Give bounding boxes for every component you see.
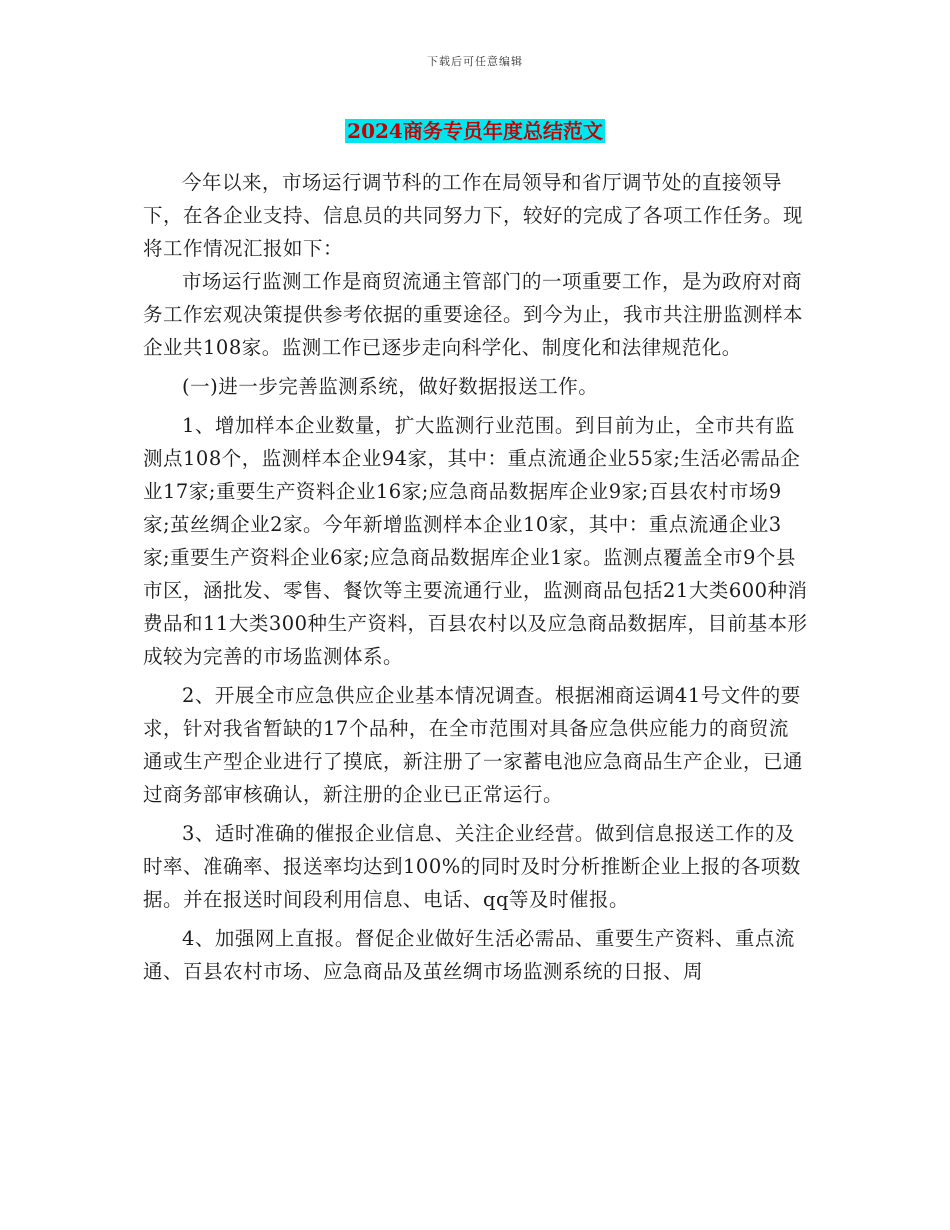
- paragraph-overview: 市场运行监测工作是商贸流通主管部门的一项重要工作，是为政府对商务工作宏观决策提供参考依据的重要途径。到今为止，我市共注册监测样本企业共108家。监测工作已逐步走向科学化、制度化和法律规范化。: [143, 270, 804, 359]
- paragraph-item-3: 3、适时准确的催报企业信息、关注企业经营。做到信息报送工作的及时率、准确率、报送率均达到100%的同时及时分析推断企业上报的各项数据。并在报送时间段利用信息、电话、qq等及时催报。: [143, 822, 801, 911]
- paragraph-section-heading: (一)进一步完善监测系统，做好数据报送工作。: [182, 375, 599, 398]
- document-body: [143, 166, 808, 988]
- page-header: 下载后可任意编辑: [427, 55, 523, 68]
- paragraph-intro: 今年以来，市场运行调节科的工作在局领导和省厅调节处的直接领导下，在各企业支持、信息员的共同努力下，较好的完成了各项工作任务。现将工作情况汇报如下：: [143, 171, 804, 260]
- document-title: [0, 114, 950, 148]
- paragraph-item-1: 1、增加样本企业数量，扩大监测行业范围。到目前为止，全市共有监测点108个，监测样本企业94家，其中：重点流通企业55家;生活必需品企业17家;重要生产资料企业16家;应急商品数据库企业9家;百县农村市场9家;茧丝绸企业2家。今年新增监测样本企业10家，其中：重点流通企业3家;重要生产资料企业6家;应急商品数据库企业1家。监测点覆盖全市9个县市区，涵批发、零售、餐饮等主要流通行业，监测商品包括21大类600种消费品和11大类300种生产资料，百县农村以及应急商品数据库，目前基本形成较为完善的市场监测体系。: [143, 414, 808, 668]
- document-title-text: 2024商务专员年度总结范文: [347, 119, 603, 143]
- paragraph-item-2: 2、开展全市应急供应企业基本情况调查。根据湘商运调41号文件的要求，针对我省暂缺的17个品种，在全市范围对具备应急供应能力的商贸流通或生产型企业进行了摸底，新注册了一家蓄电池应急商品生产企业，已通过商务部审核确认，新注册的企业已正常运行。: [143, 684, 804, 806]
- paragraph-item-4: 4、加强网上直报。督促企业做好生活必需品、重要生产资料、重点流通、百县农村市场、应急商品及茧丝绸市场监测系统的日报、周: [143, 927, 795, 983]
